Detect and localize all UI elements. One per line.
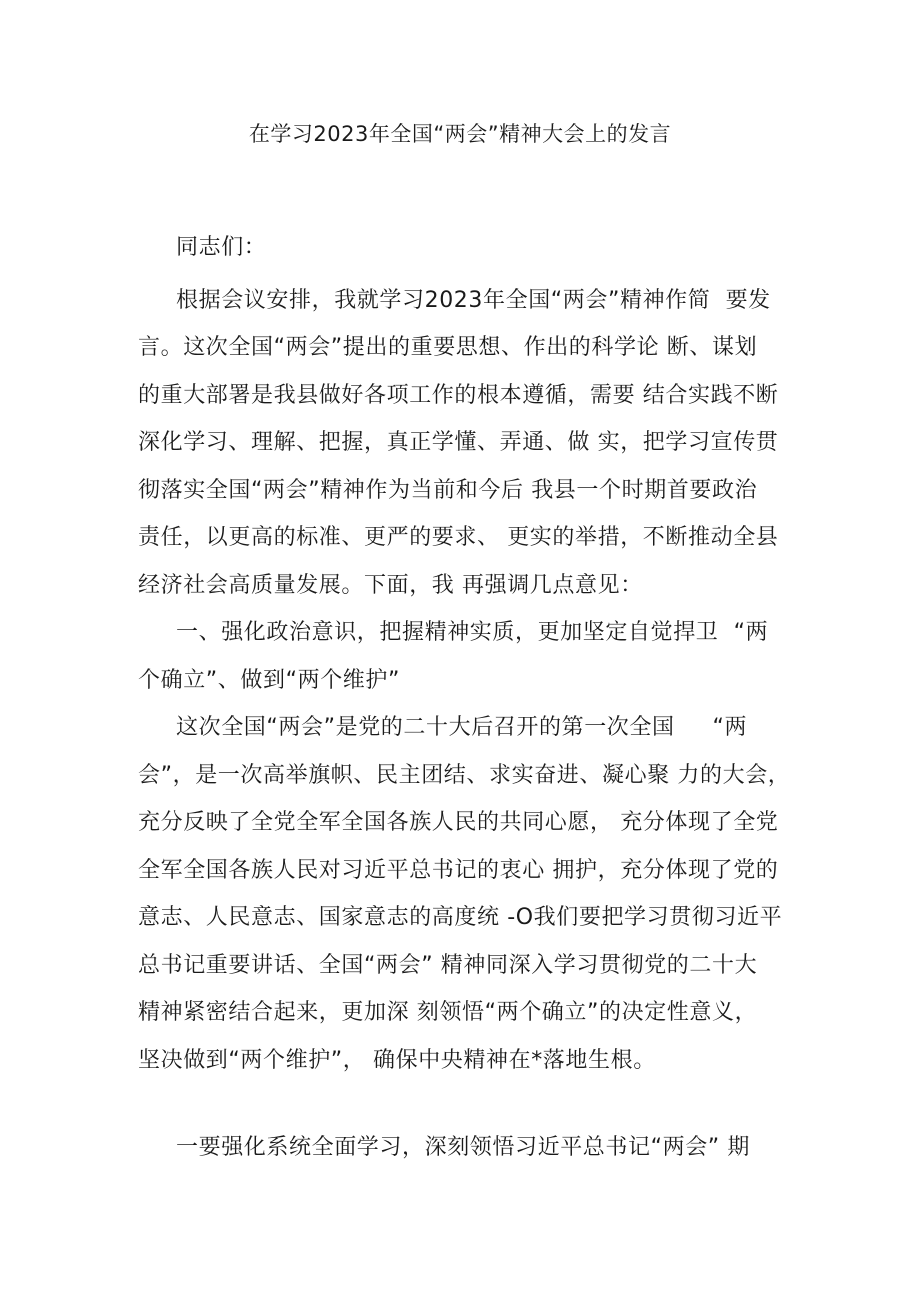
- paragraph-line: 彻落实全国“两会”精神作为当前和今后 我县一个时期首要政治: [138, 478, 758, 503]
- document-title: 在学习2023年全国“两会”精神大会上的发言: [248, 122, 672, 146]
- paragraph-line: 意志、人民意志、国家意志的高度统 -O我们要把学习贯彻习近平: [138, 905, 783, 930]
- paragraph-line: 会”，是一次高举旗帜、民主团结、求实奋进、凝心聚 力的大会，: [138, 763, 791, 788]
- paragraph-line: 总书记重要讲话、全国“两会” 精神同深入学习贯彻党的二十大: [138, 953, 758, 978]
- salutation: 同志们：: [176, 235, 267, 260]
- paragraph-line: 精神紧密结合起来，更加深 刻领悟“两个确立”的决定性意义，: [138, 1000, 758, 1025]
- paragraph-line: 深化学习、理解、把握，真正学懂、弄通、做 实，把学习宣传贯: [138, 430, 779, 455]
- paragraph-line: 责任，以更高的标准、更严的要求、 更实的举措，不断推动全县: [138, 525, 779, 550]
- section-heading: 一、强化政治意识，把握精神实质，更加坚定自觉捍卫 “两: [176, 620, 769, 645]
- section-heading: 个确立”、做到“两个维护”: [138, 668, 400, 693]
- paragraph-line: 全军全国各族人民对习近平总书记的衷心 拥护，充分体现了党的: [138, 858, 779, 883]
- paragraph-line: 的重大部署是我县做好各项工作的根本遵循，需要 结合实践不断: [138, 383, 779, 408]
- paragraph-line: 这次全国“两会”是党的二十大后召开的第一次全国 “两: [176, 715, 748, 740]
- paragraph-line: 根据会议安排，我就学习2023年全国“两会”精神作简 要发: [176, 288, 771, 313]
- paragraph-line: 充分反映了全党全军全国各族人民的共同心愿， 充分体现了全党: [138, 810, 779, 835]
- paragraph-line: 言。这次全国“两会”提出的重要思想、作出的科学论 断、谋划: [138, 335, 758, 360]
- paragraph-line: 坚决做到“两个维护”， 确保中央精神在*落地生根。: [138, 1048, 656, 1073]
- paragraph-line: 一要强化系统全面学习，深刻领悟习近平总书记“两会” 期: [176, 1135, 750, 1160]
- paragraph-line: 经济社会高质量发展。下面，我 再强调几点意见：: [138, 573, 643, 598]
